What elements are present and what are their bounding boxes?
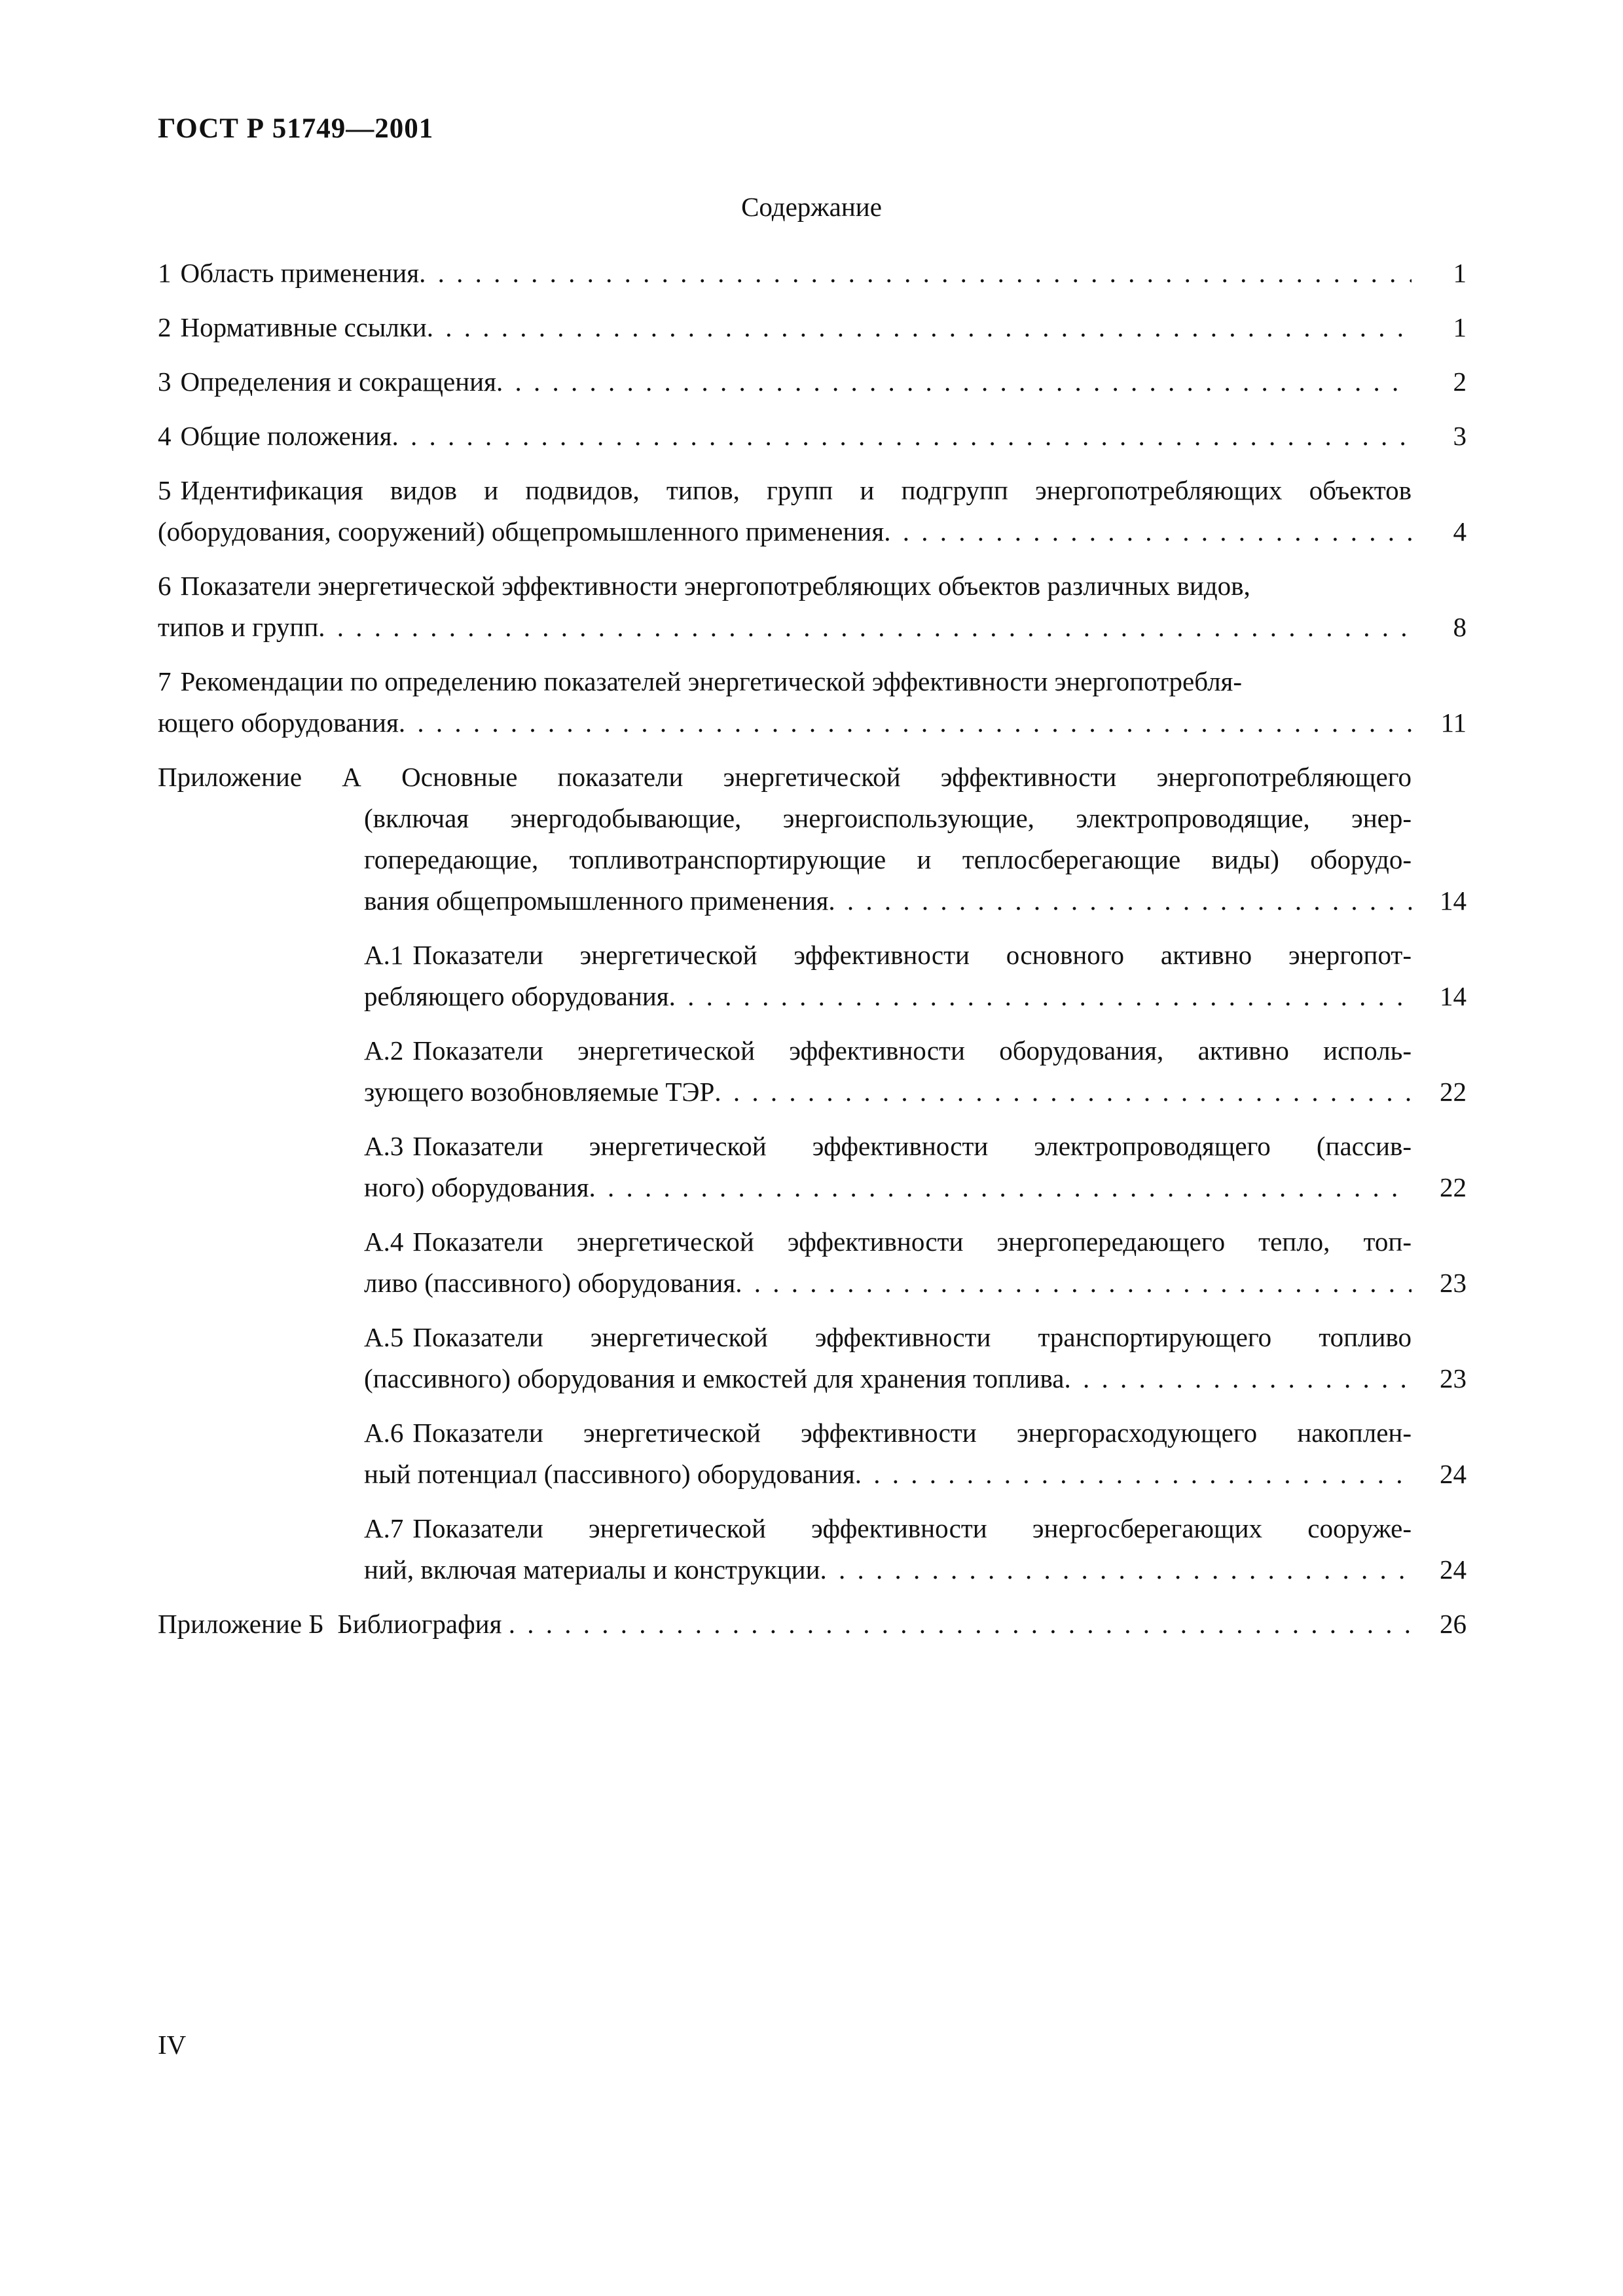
toc-sub-a5[interactable] — [158, 1317, 1467, 1399]
toc-page-number: 22 — [1440, 1077, 1467, 1107]
toc-appendix-a[interactable] — [158, 757, 1467, 922]
sub-number: А.6 — [364, 1418, 404, 1448]
toc-entry-label-line-1: Идентификация видов и подвидов, типов, групп и подгрупп энергопотребляющих объектов — [180, 475, 1412, 505]
sub-title-line-1: Показатели энергетической эффективности энергосберегающих сооруже- — [412, 1513, 1412, 1543]
toc-entry-label-line-1: Показатели энергетической эффективности энергопотребляющих объектов различных видов, — [180, 571, 1250, 601]
toc-entry-label: Область применения — [180, 258, 420, 288]
sub-title-line-2: ливо (пассивного) оборудования — [364, 1268, 736, 1298]
sub-title-line-2: зующего возобновляемые ТЭР — [364, 1077, 715, 1107]
toc-entry-label: Нормативные ссылки — [180, 312, 427, 342]
sub-number: А.7 — [364, 1513, 404, 1543]
toc-page-number: 2 — [1453, 367, 1467, 397]
toc-page-number: 8 — [1453, 612, 1467, 642]
toc-page-number: 4 — [1453, 516, 1467, 547]
toc-page-number: 26 — [1440, 1609, 1467, 1639]
sub-title-line-1: Показатели энергетической эффективности электропроводящего (пассив- — [412, 1131, 1412, 1161]
toc-entry-5[interactable] — [158, 470, 1467, 552]
sub-title-line-1: Показатели энергетической эффективности основного активно энергопот- — [412, 940, 1412, 970]
toc-entry-1[interactable] — [158, 253, 1467, 294]
toc-entry-label-line-2: ющего оборудования — [158, 708, 399, 738]
toc-title: Содержание — [741, 192, 882, 222]
sub-title-line-2: ний, включая материалы и конструкции — [364, 1554, 820, 1585]
toc-page-number: 14 — [1440, 886, 1467, 916]
toc-page-number: 1 — [1453, 312, 1467, 342]
sub-title-line-1: Показатели энергетической эффективности энергопередающего тепло, топ- — [412, 1227, 1412, 1257]
toc-entry-label-line-2: типов и групп — [158, 612, 319, 642]
toc-entry-label-line-2: (оборудования, сооружений) общепромышленного применения — [158, 516, 884, 547]
appendix-a-title-line-4: вания общепромышленного применения — [364, 886, 829, 916]
appendix-b-label: Приложение Б — [158, 1609, 324, 1639]
toc-entry-number: 5 — [158, 475, 172, 505]
toc-page-number: 23 — [1440, 1268, 1467, 1298]
toc-page-number: 3 — [1453, 421, 1467, 451]
toc-page-number: 23 — [1440, 1363, 1467, 1393]
toc-page-number: 22 — [1440, 1172, 1467, 1202]
appendix-a-title-line-1: Основные показатели энергетической эффективности энергопотребляющего — [401, 762, 1412, 792]
toc-entry-6[interactable] — [158, 565, 1467, 648]
toc-page-number: 14 — [1440, 981, 1467, 1011]
toc-page-number: 11 — [1440, 708, 1467, 738]
appendix-a-title-line-3: гопередающие, топливотранспортирующие и теплосберегающие виды) оборудо- — [364, 844, 1412, 874]
toc-sub-a1[interactable] — [158, 935, 1467, 1017]
sub-title-line-1: Показатели энергетической эффективности транспортирующего топливо — [412, 1322, 1412, 1352]
toc-entry-number: 7 — [158, 666, 172, 696]
toc-entry-number: 4 — [158, 421, 172, 451]
toc-entry-number: 1 — [158, 258, 172, 288]
toc-page-number: 1 — [1453, 258, 1467, 288]
sub-title-line-2: ный потенциал (пассивного) оборудования — [364, 1459, 855, 1489]
toc-sub-a3[interactable] — [158, 1126, 1467, 1208]
toc-sub-a2[interactable] — [158, 1030, 1467, 1113]
toc-sub-a6[interactable] — [158, 1412, 1467, 1495]
toc-entry-label-line-1: Рекомендации по определению показателей энергетической эффективности энергопотребля- — [180, 666, 1243, 696]
toc-entry-number: 3 — [158, 367, 172, 397]
toc-entry-label: Определения и сокращения — [180, 367, 496, 397]
sub-title-line-2: ного) оборудования — [364, 1172, 589, 1202]
sub-title-line-1: Показатели энергетической эффективности оборудования, активно исполь- — [412, 1035, 1412, 1066]
page-number-footer: IV — [158, 2030, 187, 2060]
toc-entry-4[interactable] — [158, 416, 1467, 457]
toc-entry-2[interactable] — [158, 307, 1467, 348]
toc-entry-label: Общие положения — [180, 421, 392, 451]
sub-title-line-1: Показатели энергетической эффективности энергорасходующего накоплен- — [412, 1418, 1412, 1448]
appendix-a-title-line-2: (включая энергодобывающие, энергоиспользующие, электропроводящие, энер- — [364, 803, 1412, 833]
toc-entry-3[interactable] — [158, 361, 1467, 403]
toc-entry-number: 2 — [158, 312, 172, 342]
sub-number: А.4 — [364, 1227, 404, 1257]
toc-entry-7[interactable] — [158, 661, 1467, 744]
sub-title-line-2: (пассивного) оборудования и емкостей для хранения топлива — [364, 1363, 1065, 1393]
sub-number: А.2 — [364, 1035, 404, 1066]
doc-code-header: ГОСТ Р 51749—2001 — [158, 113, 434, 144]
appendix-b-title: Библиография — [337, 1609, 502, 1639]
sub-number: А.5 — [364, 1322, 404, 1352]
toc-sub-a4[interactable] — [158, 1221, 1467, 1304]
appendix-a-label: Приложение А — [158, 762, 361, 792]
sub-number: А.3 — [364, 1131, 404, 1161]
toc-entry-number: 6 — [158, 571, 172, 601]
toc-appendix-b[interactable] — [158, 1604, 1467, 1645]
sub-title-line-2: ребляющего оборудования — [364, 981, 669, 1011]
toc-sub-a7[interactable] — [158, 1508, 1467, 1590]
toc-page-number: 24 — [1440, 1554, 1467, 1585]
table-of-contents — [158, 253, 1467, 1658]
toc-page-number: 24 — [1440, 1459, 1467, 1489]
sub-number: А.1 — [364, 940, 404, 970]
